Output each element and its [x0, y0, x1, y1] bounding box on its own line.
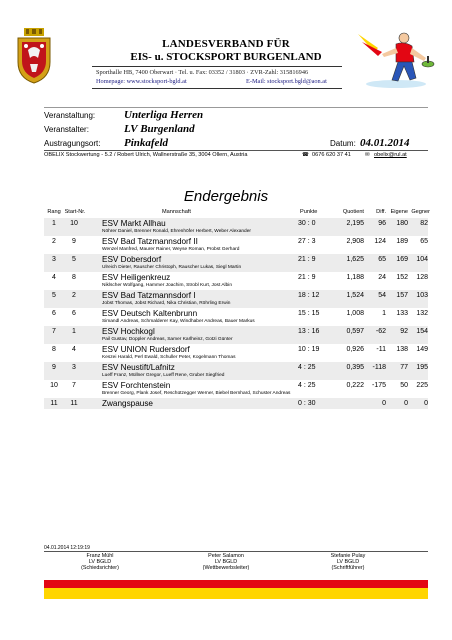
start-cell: 8: [72, 274, 76, 281]
team-players: Jobst Thomas, Jobst Richard, Nika Christian, Röhrling Erwin: [102, 301, 231, 306]
header-eigene: Eigene: [390, 209, 408, 215]
gegner-cell: 0: [424, 400, 428, 407]
diff-cell: 65: [378, 256, 386, 263]
quotient-cell: 0,222: [346, 382, 364, 389]
team-name: ESV Bad Tatzmannsdorf II: [102, 237, 198, 246]
table-row: [44, 218, 428, 236]
punkte-cell: 21 : 9: [298, 274, 316, 281]
software-credit: OBELIX Stockwertung - 5.2 / Robert Ulrich, Wallnerstraße 35, 3004 Ollern, Austria: [44, 152, 248, 158]
punkte-cell: 0 : 30: [298, 400, 316, 407]
gegner-cell: 103: [416, 292, 428, 299]
gegner-cell: 149: [416, 346, 428, 353]
signatory-org: LV BGLD: [336, 559, 360, 565]
gegner-cell: 128: [416, 274, 428, 281]
start-cell: 4: [72, 346, 76, 353]
footer-rule: [44, 551, 428, 552]
signatory-2: [176, 553, 276, 571]
team-name: Zwangspause: [102, 399, 153, 408]
punkte-cell: 21 : 9: [298, 256, 316, 263]
team-name: ESV Forchtenstein: [102, 381, 171, 390]
signatory-role: (Schriftführer): [331, 565, 365, 571]
team-players: Wenzel Manfred, Maurer Rainer, Weyse Roman, Probst Gerhard: [102, 247, 240, 252]
eigene-cell: 133: [396, 310, 408, 317]
mail-icon: ✉: [365, 152, 370, 158]
veranstaltung-label: Veranstaltung:: [44, 111, 96, 120]
team-name: ESV Hochkogl: [102, 327, 155, 336]
start-cell: 9: [72, 238, 76, 245]
signatory-3: [298, 553, 398, 571]
gegner-cell: 195: [416, 364, 428, 371]
org-name-line2: EIS- u. STOCKSPORT BURGENLAND: [130, 51, 322, 63]
diff-cell: -11: [376, 346, 386, 353]
team-players: Niklscher Wolfgang, Hammer Joachim, Strobl Kurt, Jost Albin: [102, 283, 233, 288]
start-cell: 7: [72, 382, 76, 389]
rang-cell: 2: [52, 238, 56, 245]
results-table: [44, 208, 428, 409]
table-row: [44, 362, 428, 380]
table-row: [44, 380, 428, 398]
diff-cell: 0: [382, 400, 386, 407]
header-punkte: Punkte: [300, 209, 318, 215]
team-players: Lueff Franz, Müllner Gregor, Lueff Rene, Gruber Siegfried: [102, 373, 225, 378]
punkte-cell: 27 : 3: [298, 238, 316, 245]
gegner-cell: 65: [420, 238, 428, 245]
quotient-cell: 0,395: [346, 364, 364, 371]
table-row: [44, 308, 428, 326]
contact-phone: 0676 620 37 41: [312, 152, 351, 158]
eigene-cell: 157: [396, 292, 408, 299]
header-quotient: Quotient: [342, 209, 364, 215]
quotient-cell: 2,195: [346, 220, 364, 227]
signatory-name: Stefanie Pulay: [330, 553, 366, 559]
quotient-cell: 1,188: [346, 274, 364, 281]
team-name: ESV Deutsch Kaltenbrunn: [102, 309, 198, 318]
signatory-name: Franz Mühl: [86, 553, 114, 559]
start-cell: 1: [72, 328, 76, 335]
rang-cell: 5: [52, 292, 56, 299]
team-name: ESV UNION Rudersdorf: [102, 345, 190, 354]
eigene-cell: 169: [396, 256, 408, 263]
diff-cell: 96: [378, 220, 386, 227]
gegner-cell: 154: [416, 328, 428, 335]
rang-cell: 8: [52, 346, 56, 353]
quotient-cell: 0,926: [346, 346, 364, 353]
veranstalter-label: Veranstalter:: [44, 125, 89, 134]
table-row: [44, 290, 428, 308]
org-email: E-Mail: stocksport.bgld@aon.at: [246, 78, 327, 85]
veranstaltung-value: Unterliga Herren: [124, 109, 204, 121]
rang-cell: 3: [52, 256, 56, 263]
start-cell: 11: [70, 400, 78, 407]
header-rang: Rang: [47, 209, 61, 215]
team-name: ESV Markt Allhau: [102, 219, 166, 228]
table-row: [44, 272, 428, 290]
gegner-cell: 104: [416, 256, 428, 263]
punkte-cell: 4 : 25: [298, 382, 316, 389]
rang-cell: 10: [50, 382, 58, 389]
header-rule-bottom: [92, 88, 342, 89]
table-row: [44, 236, 428, 254]
contact-email[interactable]: obelix@rul.at: [374, 152, 407, 158]
signatory-org: LV BGLD: [88, 559, 112, 565]
org-address: Sporthalle HB, 7400 Oberwart · Tel. u. Fax: 03352 / 31803 · ZVR-Zahl: 315816946: [96, 69, 309, 76]
team-name: ESV Neustift/Lafnitz: [102, 363, 175, 372]
stock-player-illustration: [352, 28, 436, 90]
gegner-cell: 82: [420, 220, 428, 227]
start-cell: 5: [72, 256, 76, 263]
start-cell: 2: [72, 292, 76, 299]
header-rule-top: [92, 66, 342, 67]
rang-cell: 6: [52, 310, 56, 317]
punkte-cell: 18 : 12: [298, 292, 320, 299]
table-header: [44, 208, 428, 218]
rang-cell: 1: [52, 220, 56, 227]
rang-cell: 4: [52, 274, 56, 281]
header-start: Start-Nr.: [64, 209, 86, 215]
eigene-cell: 50: [400, 382, 408, 389]
team-players: Nöhrer Daniel, Brenner Ronald, Ehrenhöfer Herbert, Weber Alexander: [102, 229, 251, 234]
header-team: Mannschaft: [162, 209, 191, 215]
team-name: ESV Dobersdorf: [102, 255, 162, 264]
header-diff: Diff.: [376, 209, 386, 215]
eigene-cell: 77: [400, 364, 408, 371]
start-cell: 10: [70, 220, 78, 227]
punkte-cell: 13 : 16: [298, 328, 320, 335]
veranstalter-value: LV Burgenland: [124, 123, 195, 135]
signatory-org: LV BGLD: [214, 559, 238, 565]
table-row: [44, 398, 428, 409]
quotient-cell: 1,008: [346, 310, 364, 317]
rang-cell: 7: [52, 328, 56, 335]
quotient-cell: 2,908: [346, 238, 364, 245]
datum-value: 04.01.2014: [360, 137, 410, 149]
team-name: ESV Bad Tatzmannsdorf I: [102, 291, 196, 300]
team-players: Ulreich Dieter, Rauscher Christoph, Rauscher Lukas, Siegl Martin: [102, 265, 242, 270]
table-row: [44, 344, 428, 362]
org-homepage: Homepage: www.stocksport-bgld.at: [96, 78, 187, 85]
rang-cell: 9: [52, 364, 56, 371]
eigene-cell: 92: [400, 328, 408, 335]
punkte-cell: 4 : 25: [298, 364, 316, 371]
diff-cell: 54: [378, 292, 386, 299]
table-row: [44, 326, 428, 344]
punkte-cell: 30 : 0: [298, 220, 316, 227]
start-cell: 3: [72, 364, 76, 371]
meta-rule-bottom: [44, 150, 428, 151]
diff-cell: 124: [374, 238, 386, 245]
print-timestamp: 04.01.2014 12:19:19: [44, 545, 90, 551]
quotient-cell: 1,524: [346, 292, 364, 299]
signatory-name: Peter Salamon: [208, 553, 244, 559]
gegner-cell: 132: [416, 310, 428, 317]
eigene-cell: 0: [404, 400, 408, 407]
quotient-cell: 1,625: [346, 256, 364, 263]
team-players: Pail Gustav, Doppler Andreas, Samer Karlheinz, Gotzi Günter: [102, 337, 233, 342]
meta-rule-top: [44, 107, 428, 108]
signatory-role: (Schiedsrichter): [81, 565, 119, 571]
signatory-1: [50, 553, 150, 571]
start-cell: 6: [72, 310, 76, 317]
phone-icon: ☎: [302, 152, 309, 158]
diff-cell: -62: [375, 328, 386, 335]
team-players: Brenner Georg, Plank Josef, Reschützegger Werner, Biebel Bernhard, Schuster Andreas: [102, 391, 291, 396]
punkte-cell: 10 : 19: [298, 346, 320, 353]
header-gegner: Gegner: [411, 209, 430, 215]
eigene-cell: 180: [396, 220, 408, 227]
austragungsort-value: Pinkafeld: [124, 137, 168, 149]
table-row: [44, 254, 428, 272]
team-name: ESV Heiligenkreuz: [102, 273, 171, 282]
diff-cell: 24: [378, 274, 386, 281]
austragungsort-label: Austragungsort:: [44, 139, 101, 148]
quotient-cell: 0,597: [346, 328, 364, 335]
rang-cell: 11: [50, 400, 58, 407]
flag-stripe-red: [44, 580, 428, 588]
eigene-cell: 138: [396, 346, 408, 353]
signatory-role: (Wettbewerbsleiter): [202, 565, 250, 571]
org-name-line1: LANDESVERBAND FÜR: [162, 38, 290, 50]
gegner-cell: 225: [416, 382, 428, 389]
team-players: Simandl Andreas, Schmalderer Kay, Windhaber Andreas, Bauer Markus: [102, 319, 255, 324]
diff-cell: -118: [372, 364, 386, 371]
eigene-cell: 152: [396, 274, 408, 281]
team-players: Keszei Harald, Perl Ewald, Schuller Peter, Kogelmann Thomas: [102, 355, 236, 360]
datum-label: Datum:: [330, 139, 356, 148]
diff-cell: -175: [371, 382, 386, 389]
punkte-cell: 15 : 15: [298, 310, 320, 317]
page-title: Endergebnis: [183, 188, 269, 205]
flag-stripe-yellow: [44, 588, 428, 599]
eigene-cell: 189: [396, 238, 408, 245]
diff-cell: 1: [382, 310, 386, 317]
